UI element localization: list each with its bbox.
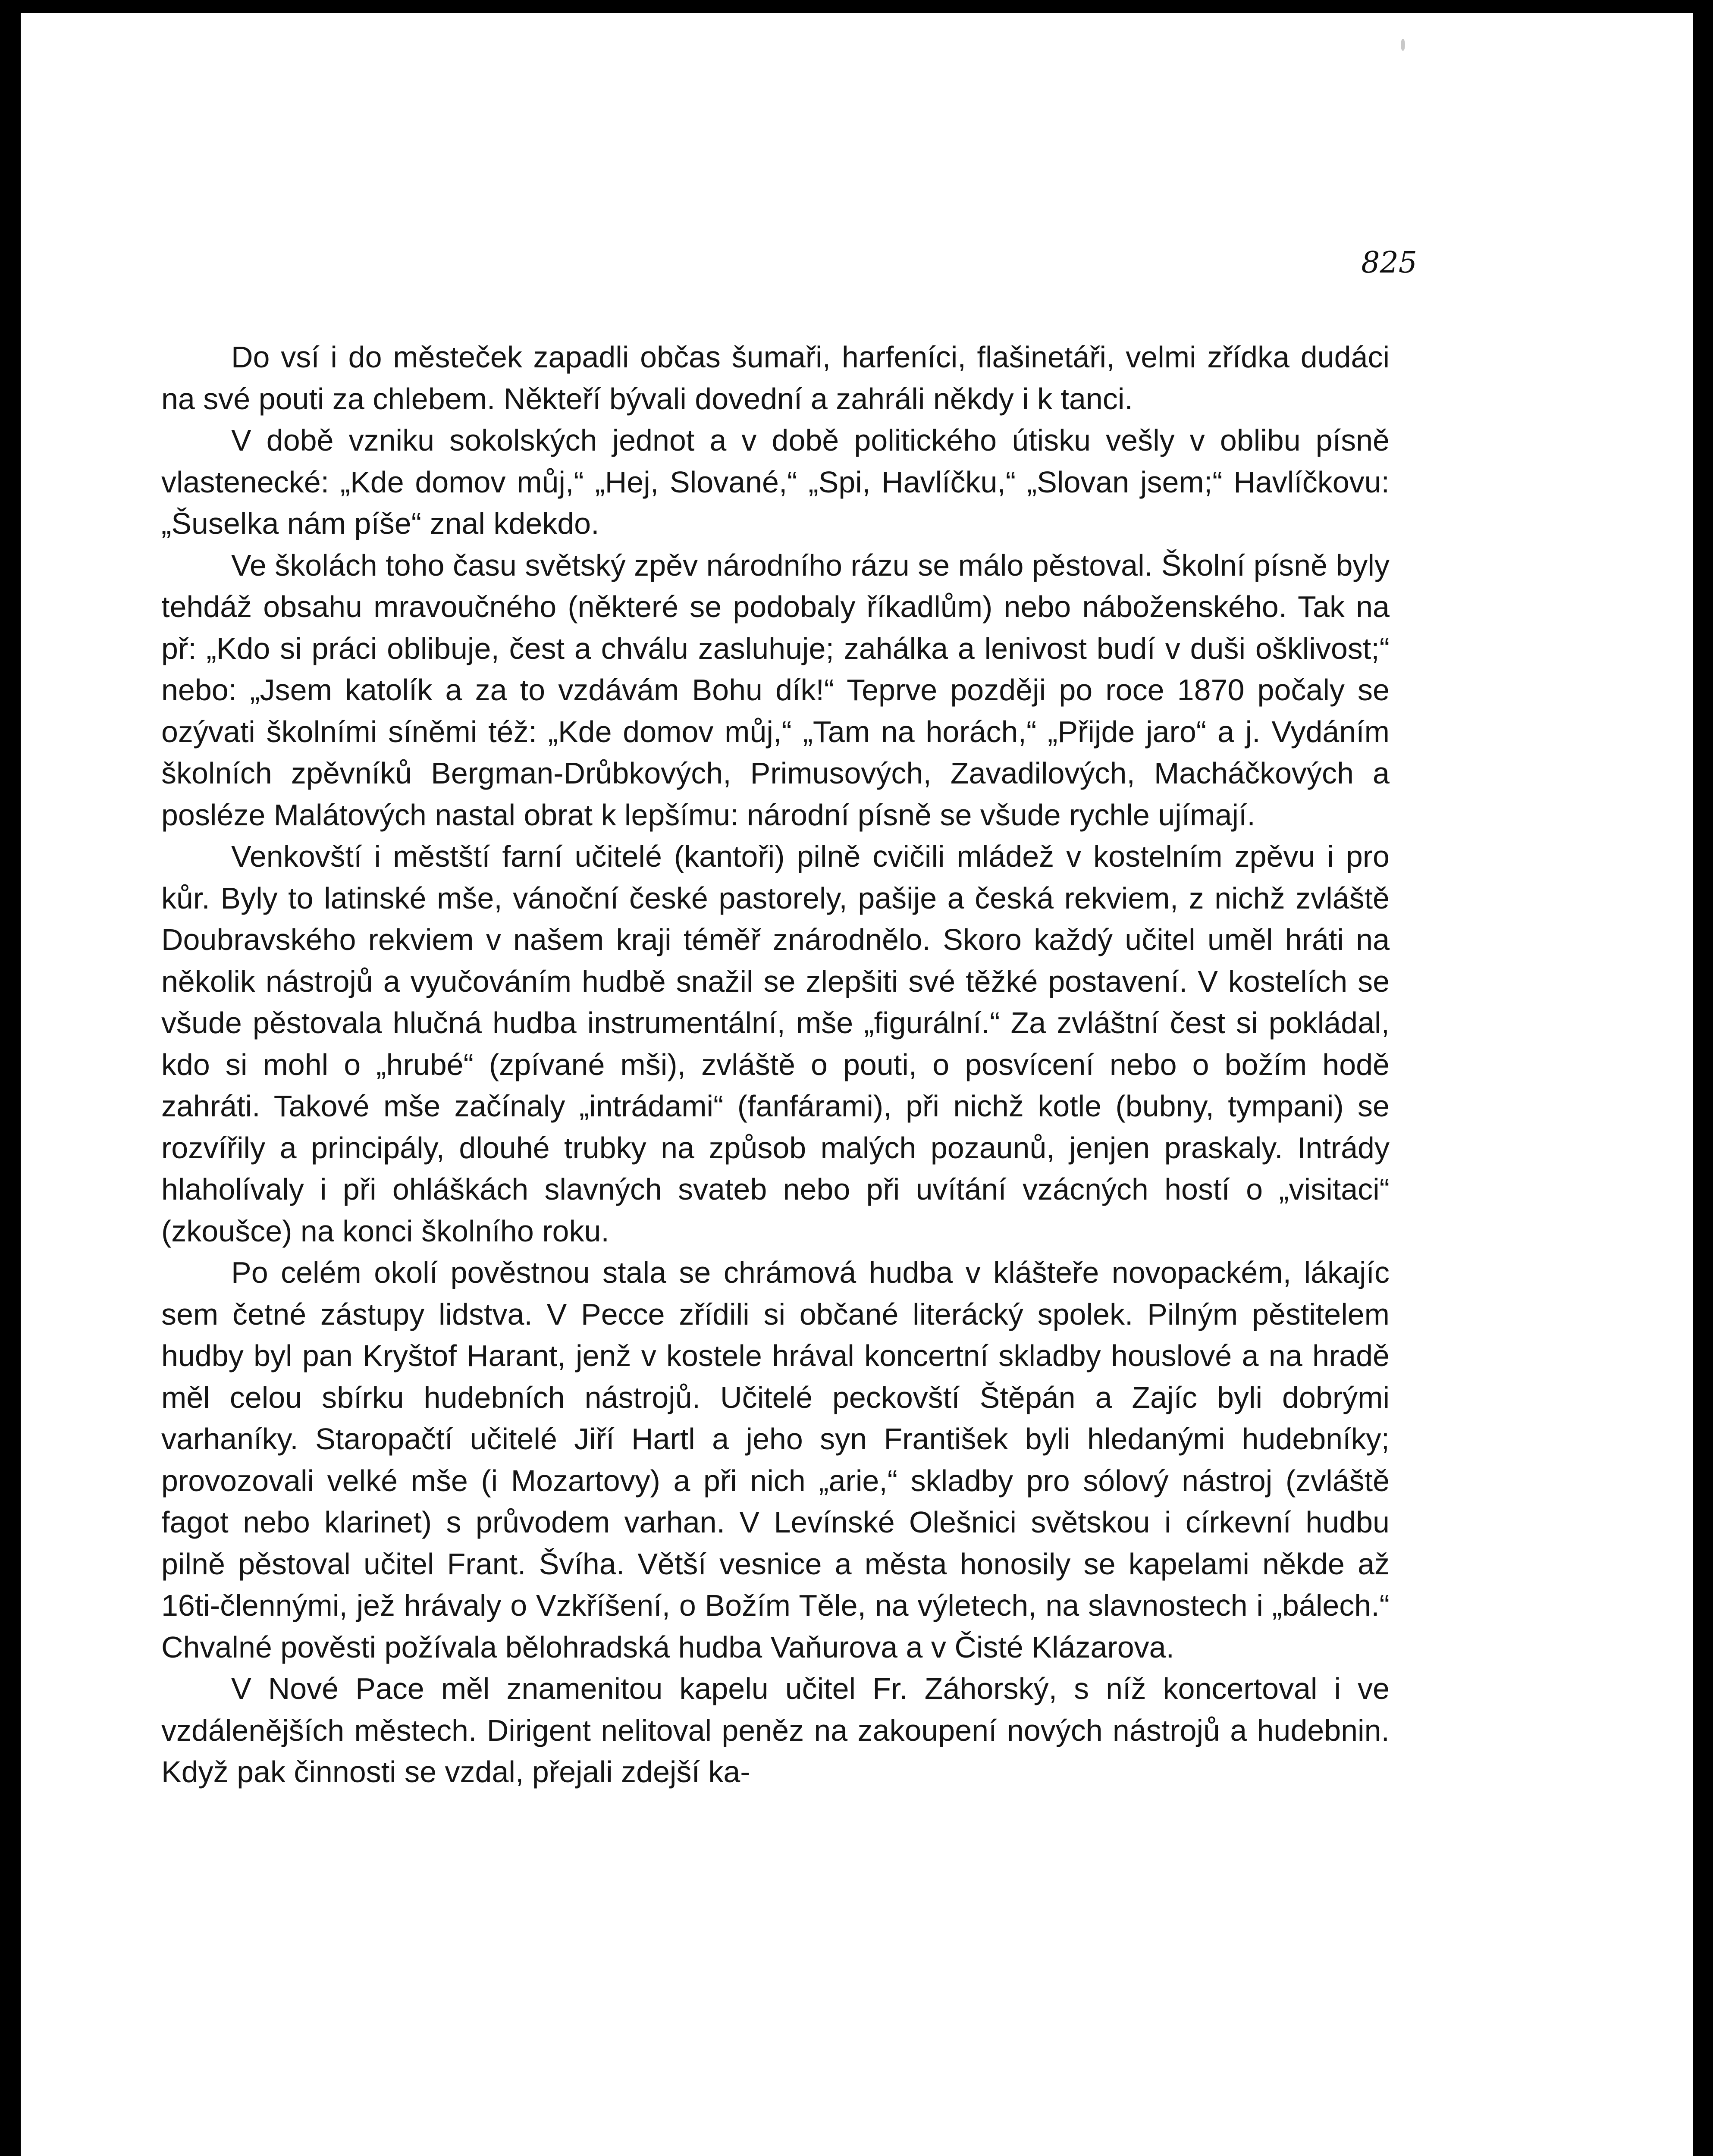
book-page [21,13,1693,2156]
paragraph: V Nové Pace měl znamenitou kapelu učitel Fr. Záhorský, s níž koncertoval i ve vzdálenějších městech. Dirigent nelitoval peněz na zakoupení nových nástrojů a hudebnin. Když pak činnosti se vzdal, přejali zdejší ka- [161,1672,1390,1789]
paragraph: Do vsí i do městeček zapadli občas šumaři, harfeníci, flašinetáři, velmi zřídka dudáci na své pouti za chlebem. Někteří bývali dovední a zahráli někdy i k tanci. [161,340,1390,416]
page-number: 825 [1361,246,1417,280]
paragraph: V době vzniku sokolských jednot a v době politického útisku vešly v oblibu písně vlastenecké: „Kde domov můj,“ „Hej, Slované,“ „Spi, Havlíčku,“ „Slovan jsem;“ Havlíčkovu: „Šuselka nám píše“ znal kdekdo. [161,423,1390,540]
paragraph: Po celém okolí pověstnou stala se chrámová hudba v klášteře novopackém, lákajíc sem četné zástupy lidstva. V Pecce zřídili si občané literácký spolek. Pilným pěstitelem hudby byl pan Kryštof Harant, jenž v kostele hrával koncertní skladby houslové a na hradě měl celou sbírku hudebních nástrojů. Učitelé peckovští Štěpán a Zajíc byli dobrými varhaníky. Staropačtí učitelé Jiří Hartl a jeho syn František byli hledanými hudebníky; provozovali velké mše (i Mozartovy) a při nich „arie,“ skladby pro sólový nástroj (zvláště fagot nebo klarinet) s průvodem varhan. V Levínské Olešnici světskou i církevní hudbu pilně pěstoval učitel Frant. Švíha. Větší vesnice a města honosily se kapelami někde až 16ti-člennými, jež hrávaly o Vzkříšení, o Božím Těle, na výletech, na slavnostech i „bálech.“ Chvalné pověsti požívala bělohradská hudba Vaňurova a v Čisté Klázarova. [161,1256,1390,1664]
paragraph: Ve školách toho času světský zpěv národního rázu se málo pěstoval. Školní písně byly tehdáž obsahu mravoučného (některé se podobaly říkadlům) nebo náboženského. Tak na př: „Kdo si práci oblibuje, čest a chválu zasluhuje; zahálka a lenivost budí v duši ošklivost;“ nebo: „Jsem katolík a za to vzdávám Bohu dík!“ Teprve později po roce 1870 počaly se ozývati školními síněmi též: „Kde domov můj,“ „Tam na horách,“ „Přijde jaro“ a j. Vydáním školních zpěvníků Bergman-Drůbkových, Primusových, Zavadilových, Macháčkových a posléze Malátových nastal obrat k lepšímu: národní písně se všude rychle ujímají. [161,548,1390,832]
paragraph: Venkovští i městští farní učitelé (kantoři) pilně cvičili mládež v kostelním zpěvu i pro kůr. Byly to latinské mše, vánoční české pastorely, pašije a česká rekviem, z nichž zvláště Doubravského rekviem v našem kraji téměř znárodnělo. Skoro každý učitel uměl hráti na několik nástrojů a vyučováním hudbě snažil se zlepšiti své těžké postavení. V kostelích se všude pěstovala hlučná hudba instrumentální, mše „figurální.“ Za zvláštní čest si pokládal, kdo si mohl o „hrubé“ (zpívané mši), zvláště o pouti, o posvícení nebo o božím hodě zahráti. Takové mše začínaly „intrádami“ (fanfárami), při nichž kotle (bubny, tympani) se rozvířily a principály, dlouhé trubky na způsob malých pozaunů, jenjen praskaly. Intrády hlaholívaly i při ohláškách slavných svateb nebo při uvítání vzácných hostí o „visitaci“ (zkoušce) na konci školního roku. [161,840,1390,1248]
scan-mark [1401,39,1405,51]
body-text [161,336,1390,1793]
